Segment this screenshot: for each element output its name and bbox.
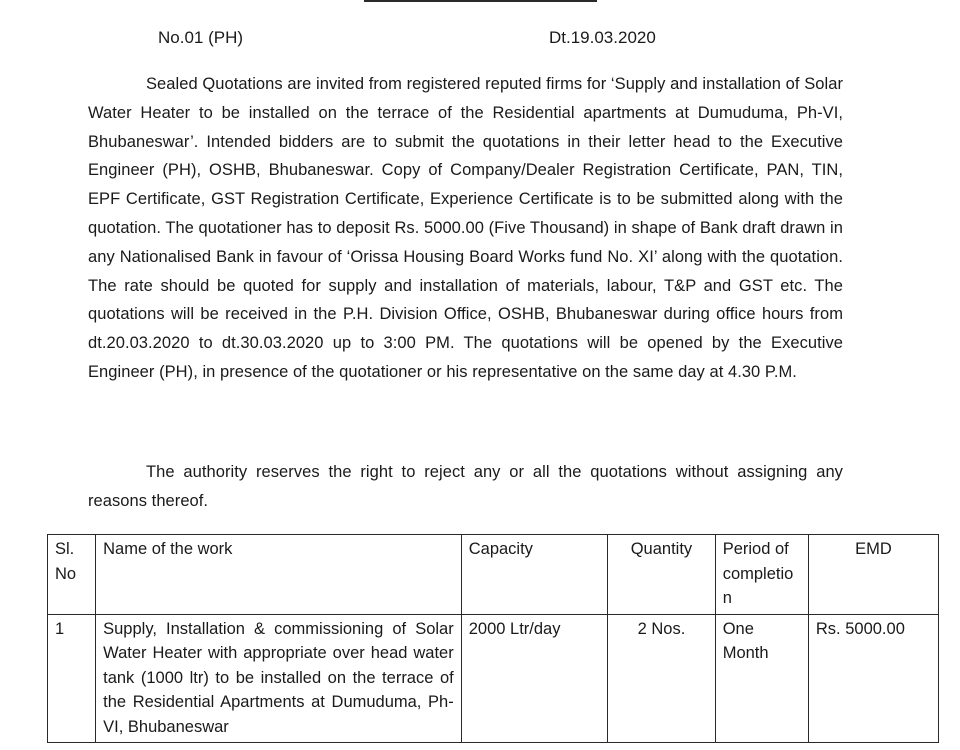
authority-reservation-paragraph: The authority reserves the right to reject any or all the quotations without assigning any reasons thereof. <box>88 463 843 510</box>
header-emd: EMD <box>808 535 938 615</box>
header-sl-no: Sl. No <box>48 535 96 615</box>
cell-emd: Rs. 5000.00 <box>808 614 938 743</box>
header-capacity: Capacity <box>461 535 607 615</box>
table-row <box>48 614 939 743</box>
notice-number: No.01 (PH) <box>158 28 244 47</box>
notice-body-paragraph: Sealed Quotations are invited from registered reputed firms for ‘Supply and installation of Solar Water Heater to be installed on the terrace of the Residential apartments at Dumuduma, Ph-VI, Bhubaneswar’. Intended bidders are to submit the quotations in their letter head to the Executive Engineer (PH), OSHB, Bhubaneswar. Copy of Company/Dealer Registration Certificate, PAN, TIN, EPF Certificate, GST Registration Certificate, Experience Certificate is to be submitted along with the quotation. The quotationer has to deposit Rs. 5000.00 (Five Thousand) in shape of Bank draft drawn in any Nationalised Bank in favour of ‘Orissa Housing Board Works fund No. XI’ along with the quotation. The rate should be quoted for supply and installation of materials, labour, T&P and GST etc. The quotations will be received in the P.H. Division Office, OSHB, Bhubaneswar during office hours from dt.20.03.2020 to dt.30.03.2020 up to 3:00 PM. The quotations will be opened by the Executive Engineer (PH), in presence of the quotationer or his representative on the same day at 4.30 P.M. <box>88 75 843 381</box>
header-quantity: Quantity <box>608 535 716 615</box>
reference-line <box>0 28 960 52</box>
cell-sl-no: 1 <box>48 614 96 743</box>
table-header-row <box>48 535 939 615</box>
header-name-of-work: Name of the work <box>96 535 462 615</box>
header-period-of-completion: Period of completion <box>715 535 808 615</box>
title-underline <box>364 0 597 2</box>
cell-period-of-completion: One Month <box>715 614 808 743</box>
works-table <box>47 534 939 743</box>
cell-name-of-work: Supply, Installation & commissioning of Solar Water Heater with appropriate over head water tank (1000 ltr) to be installed on the terrace of the Residential Apartments at Dumuduma, Ph-VI, Bhubaneswar <box>96 614 462 743</box>
cell-quantity: 2 Nos. <box>608 614 716 743</box>
cell-capacity: 2000 Ltr/day <box>461 614 607 743</box>
notice-date: Dt.19.03.2020 <box>549 28 656 47</box>
